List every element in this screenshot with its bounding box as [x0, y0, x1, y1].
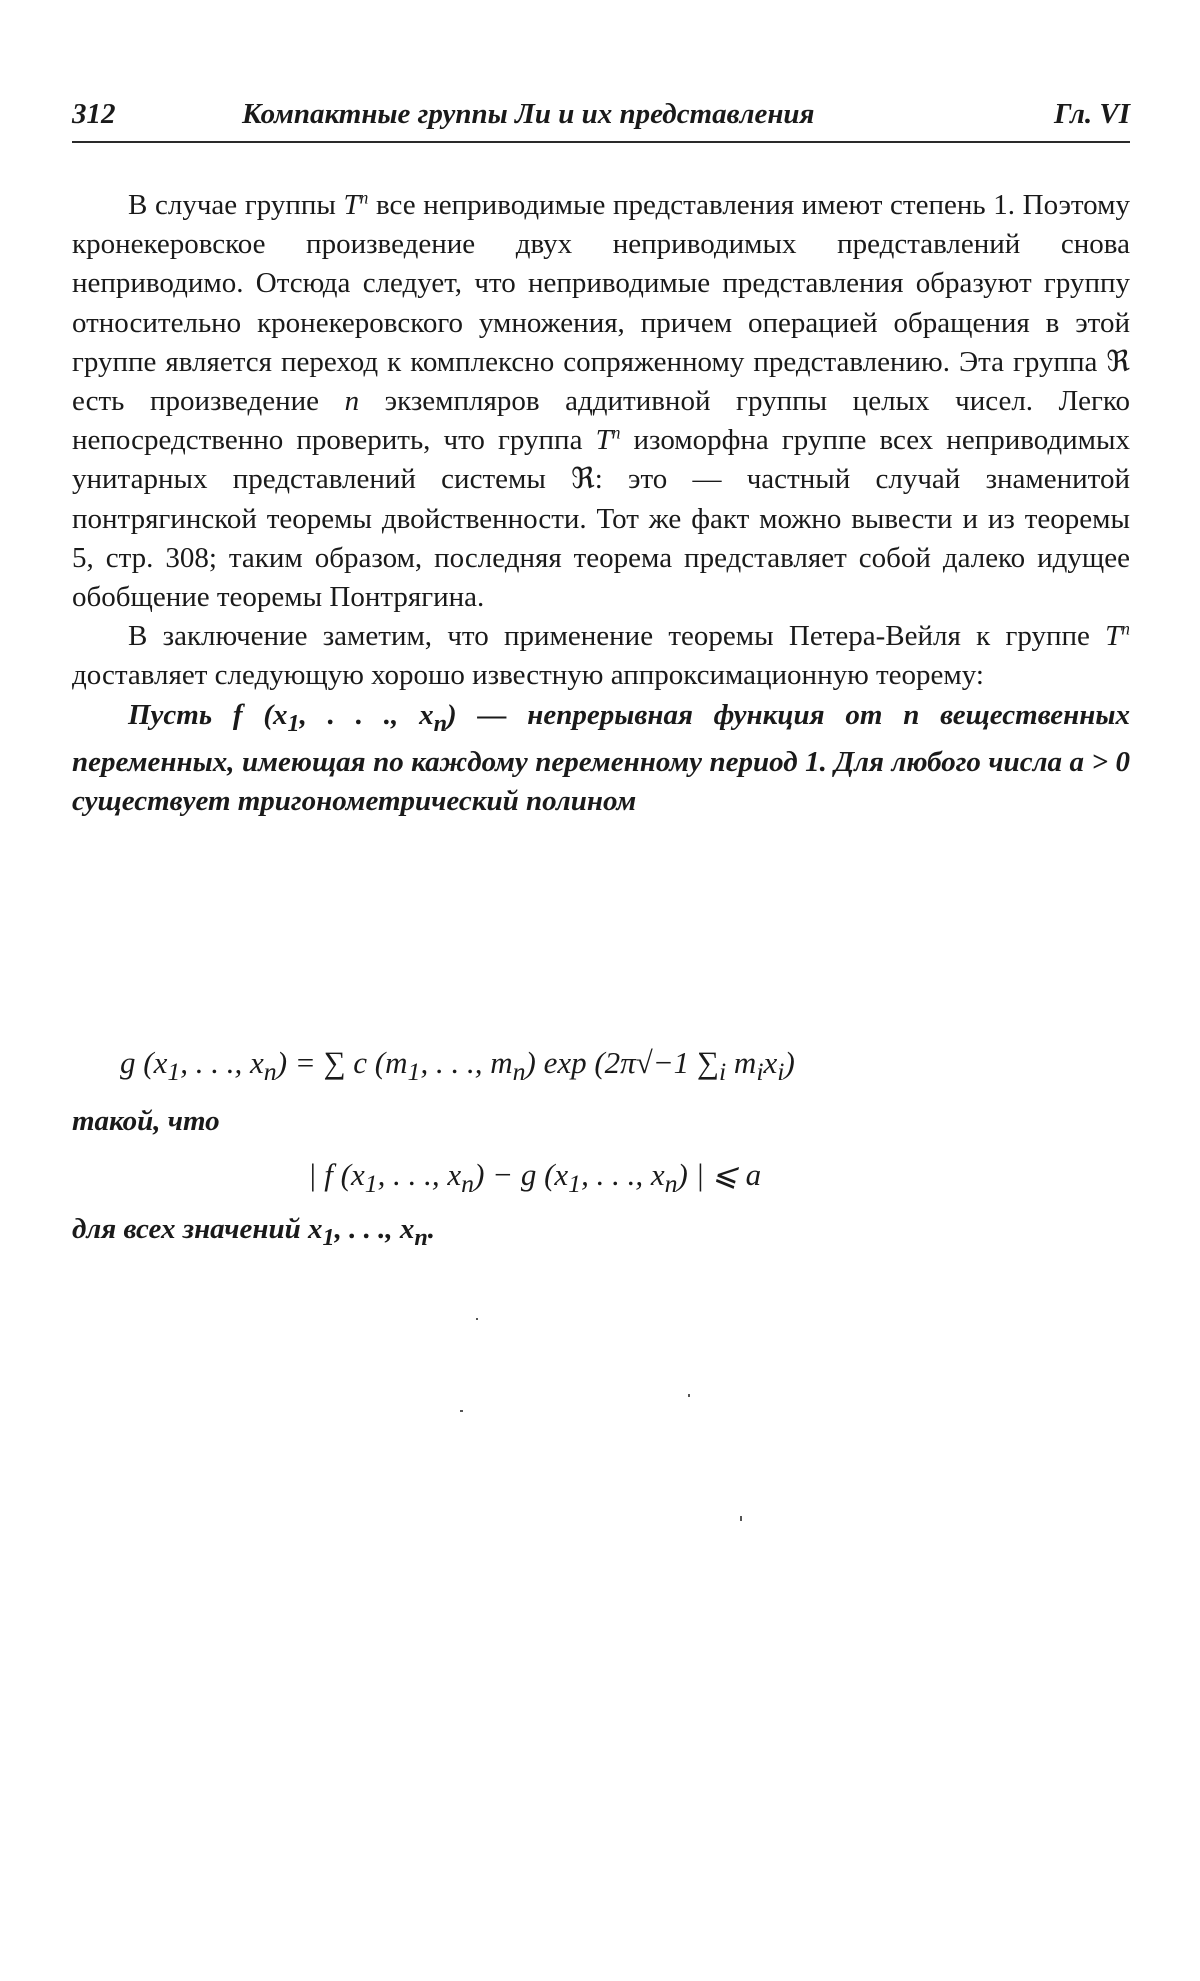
scan-speck	[688, 1394, 690, 1397]
formula-trig-polynomial: g ($x_1$, . . ., $x_n$) = ∑ c ($m_1$, . . ., $m_n$) exp (2π√−1 $\sum_i$ $m_ix_i$)	[120, 1045, 795, 1087]
paragraph-2: В заключение заметим, что применение теоремы Петера-Вейля к группе $T^n$ доставляет следующую хорошо известную аппроксимационную теорему:	[72, 618, 1130, 692]
scan-speck	[740, 1516, 742, 1521]
running-header	[72, 96, 1130, 140]
page-body	[72, 186, 1130, 821]
scan-speck	[460, 1410, 463, 1412]
theorem-statement: Пусть f ($x_1$, . . ., $x_n$) — непрерывная функция от n вещественных переменных, имеющая по каждому переменному период 1. Для любого числа a > 0 существует тригонометрический полином	[72, 698, 1130, 817]
header-rule	[72, 141, 1130, 143]
scan-speck	[476, 1318, 478, 1320]
text-takoi-chto: такой, что	[72, 1105, 220, 1137]
text-for-all-values: для всех значений $x_1$, . . ., $x_n$.	[72, 1213, 436, 1251]
formula-inequality: | f ($x_1$, . . ., $x_n) - g$ ($x_1$, . . ., $x_n$) | ⩽ a	[308, 1157, 762, 1199]
running-title: Компактные группы Ли и их представления	[242, 98, 815, 130]
chapter-label: Гл. VI	[1054, 98, 1130, 130]
paragraph-1: В случае группы $T^n$ все неприводимые представления имеют степень 1. Поэтому кронекеровское произведение двух неприводимых представлений снова неприводимо. Отсюда следует, что неприводимые представления образуют группу относительно кронекеровского умножения, причем операцией обращения в этой группе является переход к комплексно сопряженному представлению. Эта группа ℜ есть произведение n экземпляров аддитивной группы целых чисел. Легко непосредственно проверить, что группа $T^n$ изоморфна группе всех неприводимых унитарных представлений системы ℜ: это — частный случай знаменитой понтрягинской теоремы двойственности. Тот же факт можно вывести и из теоремы 5, стр. 308; таким образом, последняя теорема представляет собой далеко идущее обобщение теоремы Понтрягина.	[72, 187, 1130, 614]
page-number: 312	[72, 98, 116, 130]
